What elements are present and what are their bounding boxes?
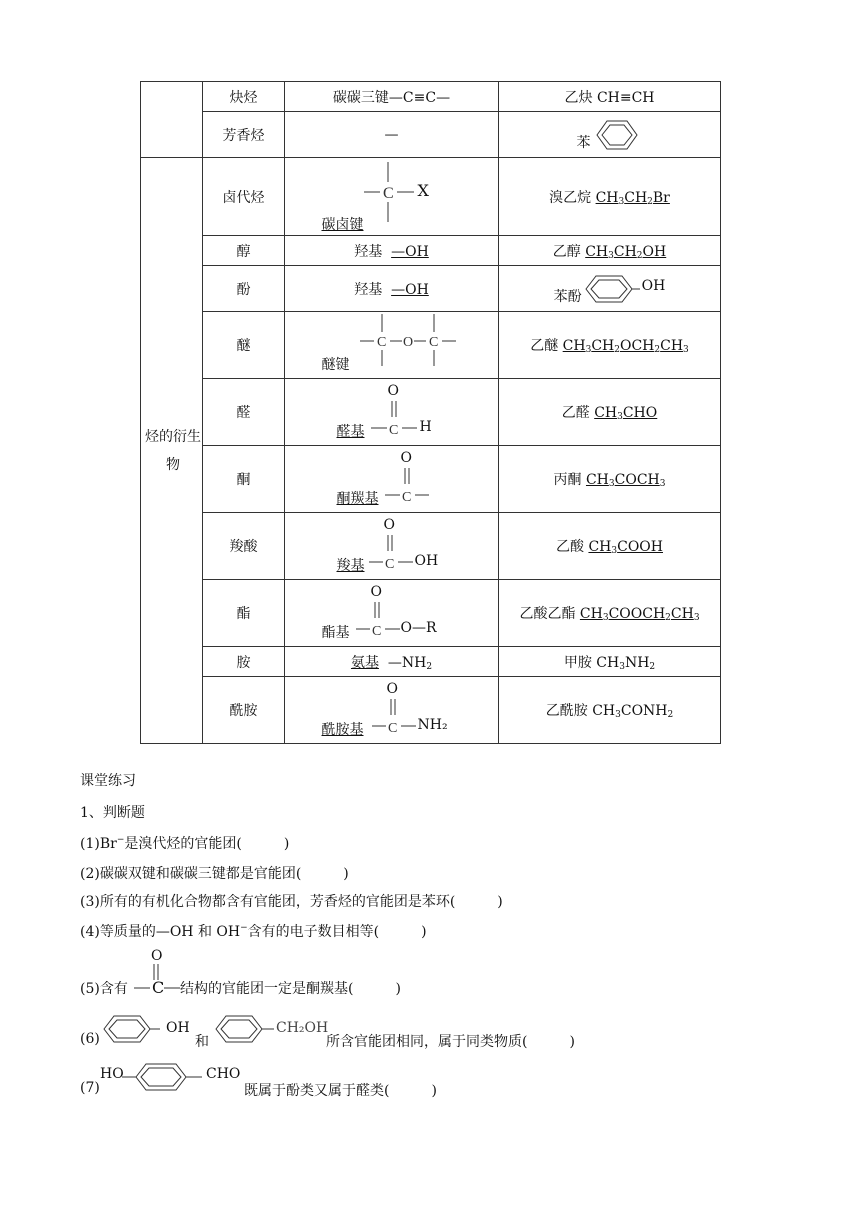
class-cell: 醚 — [203, 312, 285, 379]
table-row — [141, 677, 721, 744]
group-cell — [285, 379, 499, 446]
group-cell — [285, 312, 499, 379]
class-cell: 羧酸 — [203, 513, 285, 580]
table-row — [141, 82, 721, 112]
example-cell: 苯酚 OH — [499, 266, 721, 312]
group-cell — [285, 513, 499, 580]
table-row — [141, 236, 721, 266]
ether-bond-structure: C O C 醚键 — [321, 335, 438, 373]
svg-text:C: C — [376, 335, 386, 350]
practice-subheading: 1、判断题 — [80, 805, 145, 821]
class-cell: 醛 — [203, 379, 285, 446]
carbon-halogen-structure: C X 碳卤键 — [321, 180, 429, 233]
class-cell: 炔烃 — [203, 82, 285, 112]
class-cell: 酰胺 — [203, 677, 285, 744]
example-cell: 乙醚 CH3CH2OCH2CH3 — [499, 312, 721, 379]
group-cell — [285, 446, 499, 513]
question-1: (1)Br−是溴代烃的官能团( ) — [80, 835, 290, 852]
question-5: (5)含有 O C 结构的官能团一定是酮羰基( ) — [80, 948, 401, 997]
svg-text:C: C — [388, 423, 398, 438]
table-row — [141, 446, 721, 513]
question-3: (3)所有的有机化合物都含有官能团，芳香烃的官能团是苯环( ) — [80, 894, 503, 910]
table-row — [141, 580, 721, 647]
example-cell: 乙醛 CH3CHO — [499, 379, 721, 446]
table-row — [141, 513, 721, 580]
table-row — [141, 647, 721, 677]
svg-text:C: C — [401, 490, 411, 505]
example-cell: 苯 — [499, 112, 721, 158]
aldehyde-group-structure: C O H 醛基 — [336, 383, 432, 440]
benzene-ring-icon — [122, 1060, 212, 1094]
example-cell: 乙酰胺 CH3CONH2 — [499, 677, 721, 744]
svg-text:C: C — [387, 721, 397, 736]
svg-text:O: O — [402, 335, 413, 350]
example-cell: 溴乙烷 CH3CH2Br — [499, 158, 721, 236]
example-cell: 乙酸乙酯 CH3COOCH2CH3 — [499, 580, 721, 647]
ketone-carbonyl-structure: C O 酮羰基 — [336, 450, 412, 507]
class-cell: 芳香烃 — [203, 112, 285, 158]
svg-text:C: C — [382, 184, 394, 202]
group-cell: 氨基 —NH2 — [285, 647, 499, 677]
group-cell: 羟基 —OH — [285, 236, 499, 266]
question-6: (6) OH 和 CH₂OH 所含官能团相同，属于同类物质( ) — [80, 1010, 780, 1050]
table-row — [141, 112, 721, 158]
class-cell: 胺 — [203, 647, 285, 677]
class-cell: 酮 — [203, 446, 285, 513]
class-cell: 酯 — [203, 580, 285, 647]
group-cell: 碳碳三键—C≡C— — [285, 82, 499, 112]
group-cell — [285, 677, 499, 744]
question-7: (7) HO CHO 既属于酚类又属于醛类( ) — [80, 1060, 780, 1100]
class-cell: 酚 — [203, 266, 285, 312]
question-2: (2)碳碳双键和碳碳三键都是官能团( ) — [80, 866, 349, 882]
table-row — [141, 312, 721, 379]
svg-text:C: C — [384, 557, 394, 572]
table-row — [141, 266, 721, 312]
example-cell: 乙炔 CH≡CH — [499, 82, 721, 112]
example-cell: 乙酸 CH3COOH — [499, 513, 721, 580]
group-cell: — — [285, 112, 499, 158]
amide-group-structure: C O NH₂ 酰胺基 — [321, 681, 448, 738]
functional-group-table — [140, 81, 721, 744]
benzene-ring-icon — [591, 118, 643, 152]
table-row — [141, 379, 721, 446]
class-cell: 醇 — [203, 236, 285, 266]
table-row — [141, 158, 721, 236]
svg-text:C: C — [371, 624, 381, 639]
svg-text:C: C — [428, 335, 438, 350]
group-cell — [285, 580, 499, 647]
ester-group-structure: C O O—R 酯基 — [321, 584, 437, 641]
practice-heading: 课堂练习 — [80, 773, 136, 789]
class-cell: 卤代烃 — [203, 158, 285, 236]
group-cell — [285, 158, 499, 236]
group-cell: 羟基 —OH — [285, 266, 499, 312]
question-4: (4)等质量的—OH 和 OH−含有的电子数目相等( ) — [80, 923, 427, 940]
example-cell: 丙酮 CH3COCH3 — [499, 446, 721, 513]
carboxyl-group-structure: C O OH 羧基 — [336, 517, 439, 574]
phenol-ring-icon — [100, 1012, 162, 1046]
example-cell: 乙醇 CH3CH2OH — [499, 236, 721, 266]
category-cell-hydrocarbon — [141, 82, 203, 158]
example-cell: 甲胺 CH3NH2 — [499, 647, 721, 677]
category-cell-derivative: 烃的衍生物 — [141, 158, 203, 744]
benzyl-ring-icon — [212, 1012, 278, 1046]
